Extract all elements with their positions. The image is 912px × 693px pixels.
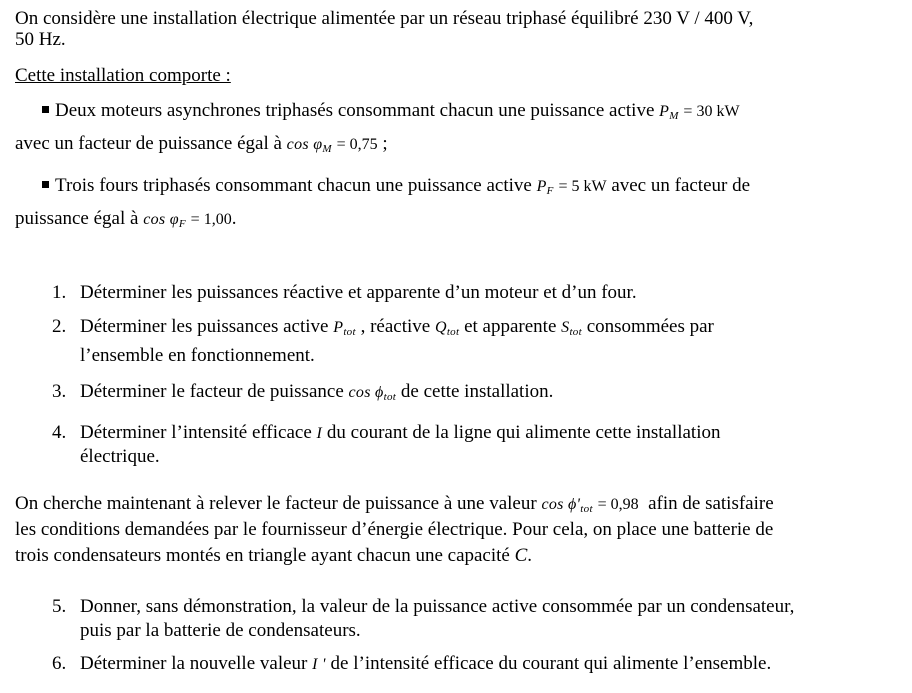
- moteurs-text: Deux moteurs asynchrones triphasés consommant chacun une puissance active: [55, 100, 660, 121]
- fours-line-1: Trois fours triphasés consommant chacun une puissance active $P_F = 5$ kW avec un facteur de: [42, 176, 750, 197]
- qtot-symbol: $Q_{tot}$: [434, 319, 460, 338]
- cos-phi-m-value: = 0,75: [336, 136, 378, 153]
- moteurs-line-2: avec un facteur de puissance égal à $\cos \varphi_M = 0,75$ ;: [15, 133, 388, 155]
- cos-phi-m-symbol: $\cos \varphi_M$: [286, 136, 332, 155]
- question-2: 2. Déterminer les puissances active $P_{tot}$ , réactive $Q_{tot}$ et apparente $S_{tot}$ consommées par: [52, 316, 714, 338]
- cos-phi-f-value: = 1,00: [190, 211, 232, 228]
- ptot-symbol: $P_{tot}$: [333, 319, 356, 338]
- question-6: 6. Déterminer la nouvelle valeur I ' de l’intensité efficace du courant qui alimente l’ensemble.: [52, 653, 772, 674]
- question-5-line-2: puis par la batterie de condensateurs.: [80, 620, 361, 641]
- pm-symbol: $P_M$: [659, 103, 679, 122]
- question-4-line-2: électrique.: [80, 446, 160, 467]
- question-3: 3. Déterminer le facteur de puissance $\cos \phi_{tot}$ de cette installation.: [52, 381, 554, 403]
- question-4: 4. Déterminer l’intensité efficace I du courant de la ligne qui alimente cette installation: [52, 422, 721, 443]
- question-2-line-2: l’ensemble en fonctionnement.: [80, 345, 315, 366]
- fours-line-2: puissance égal à $\cos \varphi_F = 1,00$.: [15, 208, 237, 230]
- cos-phi-f-symbol: $\cos \varphi_F$: [143, 211, 186, 230]
- stot-symbol: $S_{tot}$: [561, 319, 582, 338]
- pf-symbol: $P_F$: [536, 178, 554, 197]
- i-symbol: I: [316, 425, 323, 442]
- c-symbol: C: [514, 545, 528, 566]
- paragraph2-line-3: trois condensateurs montés en triangle ayant chacun une capacité C.: [15, 545, 533, 566]
- moteurs-line-1: [42, 101, 740, 122]
- square-bullet-icon: [42, 181, 49, 188]
- cos-phi-prime-tot-symbol: $\cos \phi'_{tot}$: [541, 496, 593, 515]
- cos-phi-prime-tot-value: = 0,98: [597, 496, 639, 513]
- pf-value: = 5 kW: [558, 178, 607, 195]
- question-1: 1. Déterminer les puissances réactive et apparente d’un moteur et d’un four.: [52, 282, 637, 303]
- i-prime-symbol: I ': [312, 656, 326, 673]
- square-bullet-icon: [42, 106, 49, 113]
- pm-value: = 30 kW: [683, 103, 740, 120]
- intro-line-2: 50 Hz.: [15, 29, 66, 50]
- fours-text: Trois fours triphasés consommant chacun une puissance active: [55, 175, 537, 196]
- installation-heading: Cette installation comporte :: [15, 65, 231, 86]
- question-5: 5. Donner, sans démonstration, la valeur de la puissance active consommée par un condensateur,: [52, 596, 795, 617]
- paragraph2-line-2: les conditions demandées par le fournisseur d’énergie électrique. Pour cela, on place une batterie de: [15, 519, 774, 540]
- cos-phi-tot-symbol: $\cos \phi_{tot}$: [348, 384, 397, 403]
- intro-line-1: On considère une installation électrique alimentée par un réseau triphasé équilibré 230 V / 400 V,: [15, 8, 754, 29]
- paragraph2-line-1: On cherche maintenant à relever le facteur de puissance à une valeur $\cos \phi'_{tot} = 0,98$ afin de satisfaire: [15, 493, 774, 515]
